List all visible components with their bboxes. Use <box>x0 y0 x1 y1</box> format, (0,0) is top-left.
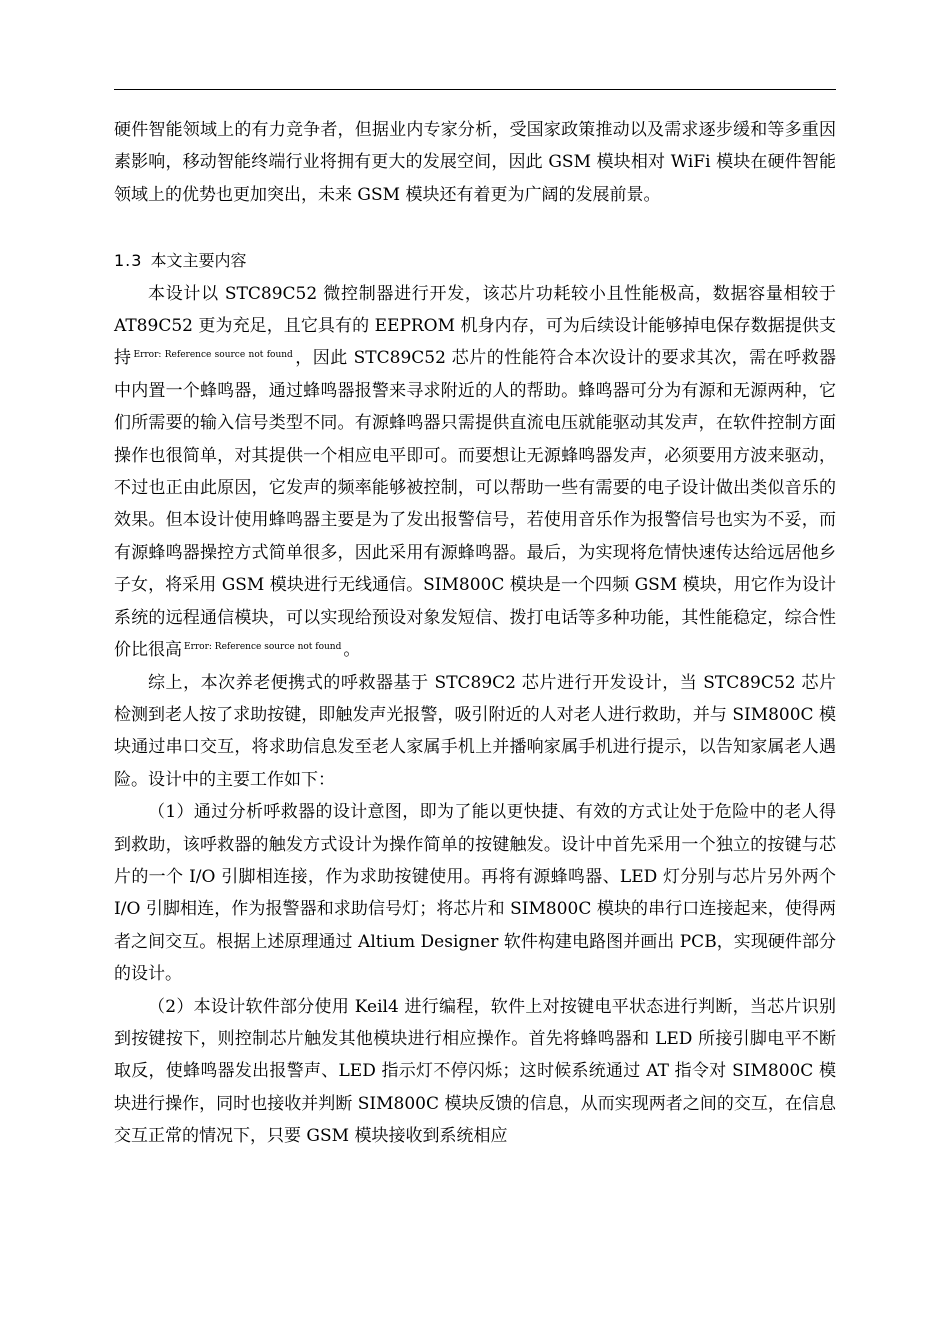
paragraph-4: （2）本设计软件部分使用 Keil4 进行编程，软件上对按键电平状态进行判断，当芯片识别到按键按下，则控制芯片触发其他模块进行相应操作。首先将蜂鸣器和 LED 所接引脚电平不断取反，使蜂鸣器发出报警声、LED 指示灯不停闪烁；这时候系统通过 AT 指令对 SIM800C 模块进行操作，同时也接收并判断 SIM800C 模块反馈的信息，从而实现两者之间的交互，在信息交互正常的情况下，只要 GSM 模块接收到系统相应 <box>114 996 836 1147</box>
document-body <box>114 114 836 1153</box>
header-rule <box>114 89 836 90</box>
paragraph-intro: 硬件智能领域上的有力竞争者，但据业内专家分析，受国家政策推动以及需求逐步缓和等多重因素影响，移动智能终端行业将拥有更大的发展空间，因此 GSM 模块相对 WiFi 模块在硬件智能领域上的优势也更加突出，未来 GSM 模块还有着更为广阔的发展前景。 <box>114 120 836 205</box>
paragraph-1 <box>114 278 836 667</box>
paragraph-2: 综上，本次养老便携式的呼救器基于 STC89C2 芯片进行开发设计，当 STC89C52 芯片检测到老人按了求助按键，即触发声光报警，吸引附近的人对老人进行救助，并与 SIM800C 模块通过串口交互，将求助信息发至老人家属手机上并播响家属手机进行提示，以告知家属老人遇险。设计中的主要工作如下： <box>114 672 836 790</box>
paragraph-3: （1）通过分析呼救器的设计意图，即为了能以更快捷、有效的方式让处于危险中的老人得到救助，该呼救器的触发方式设计为操作简单的按键触发。设计中首先采用一个独立的按键与芯片的一个 I/O 引脚相连接，作为求助按键使用。再将有源蜂鸣器、LED 灯分别与芯片另外两个 I/O 引脚相连，作为报警器和求助信号灯；将芯片和 SIM800C 模块的串行口连接起来，使得两者之间交互。根据上述原理通过 Altium Designer 软件构建电路图并画出 PCB，实现硬件部分的设计。 <box>114 802 836 985</box>
section-heading <box>114 245 836 277</box>
section-spacer <box>114 211 836 245</box>
paragraph-1-text-a: 本设计以 STC89C52 微控制器进行开发，该芯片功耗较小且性能极高，数据容量相较于 AT89C52 更为充足，且它具有的 EEPROM 机身内存，可为后续设计能够掉电保存数据提供支持 <box>114 283 836 369</box>
citation-error-1: Error: Reference source not found <box>133 350 293 361</box>
section-number: 1.3 <box>114 251 143 271</box>
paragraph-1-end: 。 <box>343 640 361 661</box>
paragraph-1-text-b: ，因此 STC89C52 芯片的性能符合本次设计的要求其次，需在呼救器中内置一个蜂鸣器，通过蜂鸣器报警来寻求附近的人的帮助。蜂鸣器可分为有源和无源两种，它们所需要的输入信号类型不同。有源蜂鸣器只需提供直流电压就能驱动其发声，在软件控制方面操作也很简单，对其提供一个相应电平即可。而要想让无源蜂鸣器发声，必须要用方波来驱动，不过也正由此原因，它发声的频率能够被控制，可以帮助一些有需要的电子设计做出类似音乐的效果。但本设计使用蜂鸣器主要是为了发出报警信号，若使用音乐作为报警信号也实为不妥，而有源蜂鸣器操控方式简单很多，因此采用有源蜂鸣器。最后，为实现将危情快速传达给远居他乡子女，将采用 GSM 模块进行无线通信。SIM800C 模块是一个四频 GSM 模块，用它作为设计系统的远程通信模块，可以实现给预设对象发短信、拨打电话等多种功能，其性能稳定，综合性价比很高 <box>114 348 837 661</box>
section-title: 本文主要内容 <box>150 251 247 271</box>
citation-error-2: Error: Reference source not found <box>184 642 342 653</box>
